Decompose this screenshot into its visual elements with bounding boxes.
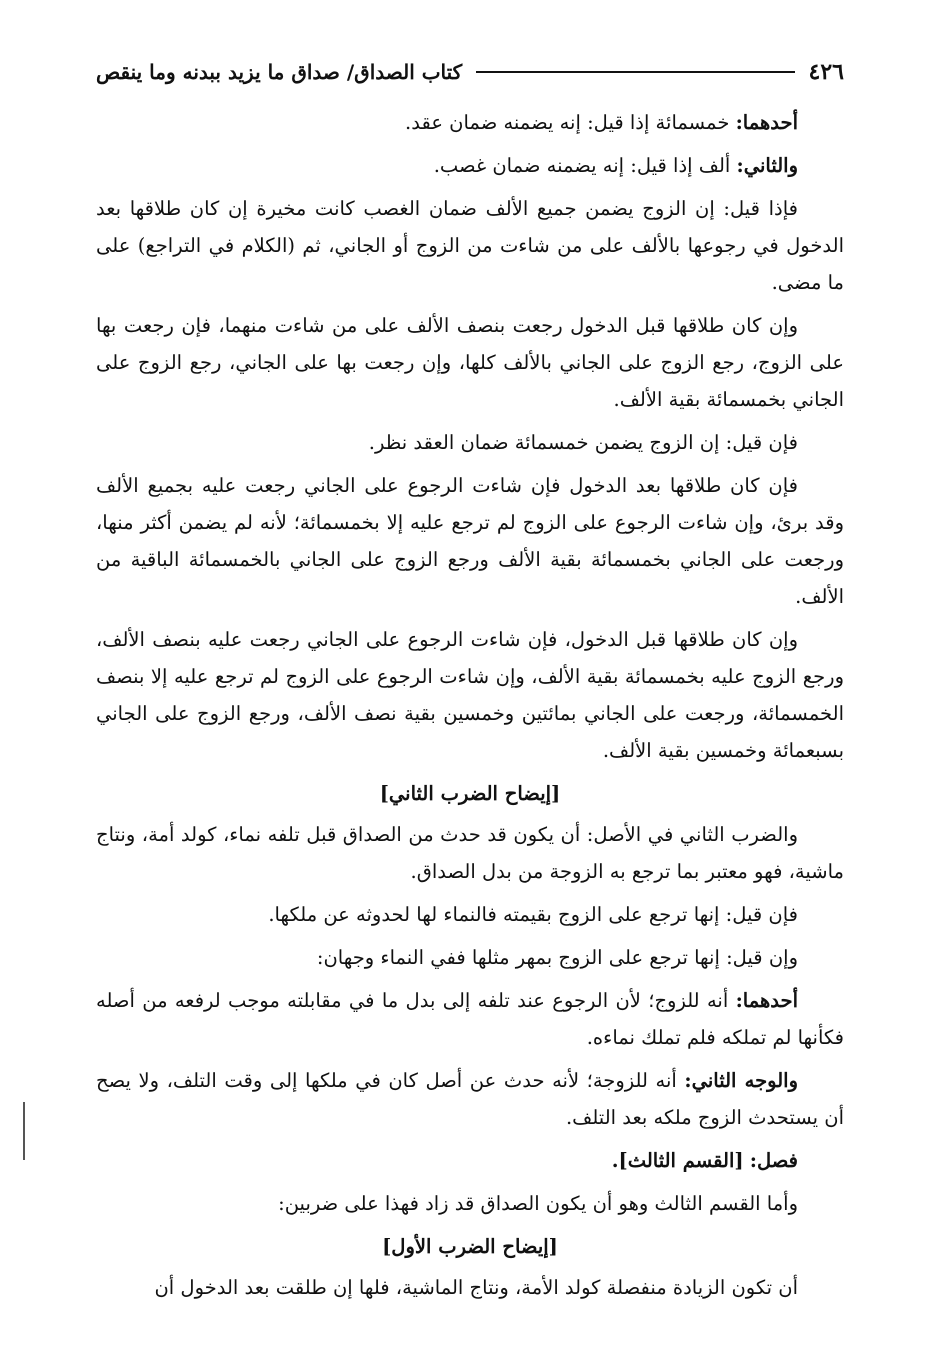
- running-header: [96, 52, 844, 92]
- paragraph: فإذا قيل: إن الزوج يضمن جميع الألف ضمان الغصب كانت مخيرة إن كان طلاقها بعد الدخول في رجوعها بالألف على من شاءت من الزوج أو الجاني، ثم (الكلام في التراجع) على ما مضى.: [96, 197, 844, 294]
- section-title: [القسم الثالث].: [611, 1149, 744, 1172]
- paragraph: فإن قيل: إنها ترجع على الزوج بقيمته فالنماء لها لحدوثه عن ملكها.: [268, 903, 798, 926]
- page-body: [96, 104, 844, 1306]
- paragraph: وإن كان طلاقها قبل الدخول رجعت بنصف الألف على من شاءت منهما، فإن رجعت بها على الزوج، رجع الزوج على الجاني بالألف كلها، وإن رجعت بها على الجاني، رجع الزوج على الجاني بخمسمائة بقية الألف.: [96, 314, 844, 411]
- running-title: كتاب الصداق/ صداق ما يزيد ببدنه وما ينقص: [96, 60, 463, 84]
- paragraph-text: ألف إذا قيل: إنه يضمنه ضمان غصب.: [433, 154, 731, 177]
- paragraph-text: أنه للزوجة؛ لأنه حدث عن أصل كان في ملكها إلى وقت التلف، ولا يصح أن يستحدث الزوج ملكه بعد التلف.: [96, 1069, 844, 1129]
- paragraph: [96, 1062, 844, 1136]
- bold-label: أحدهما:: [735, 111, 798, 134]
- margin-mark: [23, 1102, 25, 1160]
- bold-label: فصل:: [749, 1149, 798, 1172]
- bold-label: والثاني:: [736, 154, 798, 177]
- header-rule: [476, 71, 794, 73]
- paragraph: [96, 147, 844, 184]
- paragraph: وإن قيل: إنها ترجع على الزوج بمهر مثلها ففي النماء وجهان:: [316, 946, 798, 969]
- paragraph: والضرب الثاني في الأصل: أن يكون قد حدث من الصداق قبل تلفه نماء، كولد أمة، ونتاج ماشية، فهو معتبر بما ترجع به الزوجة من بدل الصداق.: [96, 823, 844, 883]
- paragraph: [96, 1142, 844, 1179]
- paragraph: أن تكون الزيادة منفصلة كولد الأمة، ونتاج الماشية، فلها إن طلقت بعد الدخول أن: [154, 1276, 798, 1299]
- paragraph: فإن كان طلاقها بعد الدخول فإن شاءت الرجوع على الجاني رجعت عليه بجميع الألف وقد برئ، وإن شاءت الرجوع على الزوج لم ترجع عليه إلا بخمسمائة؛ لأنه لم يضمن أكثر منها، ورجعت على الجاني بخمسمائة بقية الألف ورجع الزوج على الجاني بالخمسمائة الباقية من الألف.: [96, 474, 844, 608]
- section-heading: [إيضاح الضرب الثاني]: [379, 782, 561, 805]
- paragraph: [96, 104, 844, 141]
- paragraph: وأما القسم الثالث وهو أن يكون الصداق قد زاد فهذا على ضربين:: [278, 1192, 798, 1215]
- paragraph-text: خمسمائة إذا قيل: إنه يضمنه ضمان عقد.: [405, 111, 730, 134]
- paragraph: فإن قيل: إن الزوج يضمن خمسمائة ضمان العقد نظر.: [368, 431, 798, 454]
- bold-label: والوجه الثاني:: [684, 1069, 798, 1092]
- page-number: ٤٢٦: [808, 59, 844, 85]
- paragraph-text: أنه للزوج؛ لأن الرجوع عند تلفه إلى بدل ما في مقابلته موجب لرفعه من أصله فكأنها لم تملكه فلم تملك نماءه.: [96, 989, 844, 1049]
- bold-label: أحدهما:: [735, 989, 799, 1012]
- paragraph: وإن كان طلاقها قبل الدخول، فإن شاءت الرجوع على الجاني رجعت عليه بنصف الألف، ورجع الزوج عليه بخمسمائة بقية الألف، وإن شاءت الرجوع على الزوج لم ترجع عليه إلا بنصف الخمسمائة، ورجعت على الجاني بمائتين وخمسين بقية نصف الألف، ورجع الزوج على الجاني بسبعمائة وخمسين بقية الألف.: [96, 628, 844, 762]
- section-heading: [إيضاح الضرب الأول]: [382, 1235, 558, 1258]
- paragraph: [96, 982, 844, 1056]
